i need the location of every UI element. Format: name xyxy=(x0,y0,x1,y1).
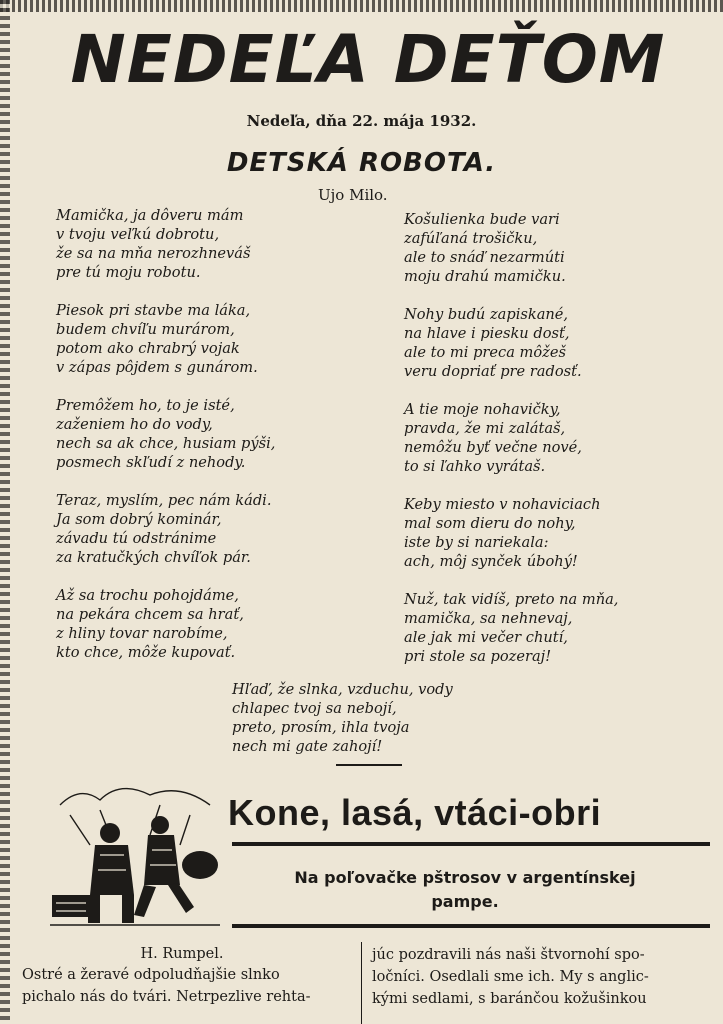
poem-line: pravda, že mi zalátaš, xyxy=(404,420,566,437)
decorative-top-border xyxy=(0,0,723,12)
poem-line: budem chvíľu murárom, xyxy=(56,321,235,338)
poem-line: ale jak mi večer chutí, xyxy=(404,629,568,646)
poem-stanza xyxy=(56,206,356,282)
date-line: Nedeľa, dňa 22. mája 1932. xyxy=(246,112,477,130)
poem-line: nech mi gate zahojí! xyxy=(232,738,383,755)
poem-line: ale to mi preca môžeš xyxy=(404,344,566,361)
poem-line: mal som dieru do nohy, xyxy=(404,515,576,532)
poem-line: Mamička, ja dôveru mám xyxy=(56,207,244,224)
poem-line: ach, môj synček úbohý! xyxy=(404,553,578,570)
poem-stanza xyxy=(404,400,704,476)
poem-final-stanza xyxy=(232,680,453,756)
poem-line: nemôžu byť večne nové, xyxy=(404,439,582,456)
poem-line: zaženiem ho do vody, xyxy=(56,416,213,433)
poem-line: závadu tú odstránime xyxy=(56,530,217,547)
poem-stanza xyxy=(56,396,356,472)
poem-stanza xyxy=(56,301,356,377)
poem-line: ale to snáď nezarmúti xyxy=(404,249,565,266)
poem-line: veru dopriať pre radosť. xyxy=(404,363,582,380)
article-left-column xyxy=(22,964,352,1008)
article-text-line: Ostré a žeravé odpoludňajšie slnko xyxy=(22,967,280,983)
poem-line: A tie moje nohavičky, xyxy=(404,401,561,418)
poem-line: kto chce, môže kupovať. xyxy=(56,644,236,661)
poem-line: Piesok pri stavbe ma láka, xyxy=(56,302,251,319)
article-right-column xyxy=(372,944,702,1010)
poem-line: v tvoju veľkú dobrotu, xyxy=(56,226,220,243)
poem-line: Premôžem ho, to je isté, xyxy=(56,397,235,414)
article-text-line: pichalo nás do tvári. Netrpezlive rehta- xyxy=(22,989,311,1005)
article-title: Kone, lasá, vtáci-obri xyxy=(228,792,602,833)
poem-line: posmech skľudí z nehody. xyxy=(56,454,246,471)
article-text-line: júc pozdravili nás naši štvornohí spo- xyxy=(372,947,645,963)
poem-line: mamička, sa nehnevaj, xyxy=(404,610,573,627)
poem-line: preto, prosím, ihla tvoja xyxy=(232,719,410,736)
poem-stanza xyxy=(56,491,356,567)
poem-line: moju drahú mamičku. xyxy=(404,268,566,285)
poem-line: Hľaď, že slnka, vzduchu, vody xyxy=(232,681,453,698)
article-text-line: kými sedlami, s baránčou kožušinkou xyxy=(372,991,647,1007)
poem-line: to si ľahko vyrátaš. xyxy=(404,458,546,475)
poem-author: Ujo Milo. xyxy=(318,186,388,204)
poem-line: Keby miesto v nohaviciach xyxy=(404,496,601,513)
poem-line: v zápas pôjdem s gunárom. xyxy=(56,359,258,376)
poem-line: pri stole sa pozeraj! xyxy=(404,648,552,665)
poem-line: zafúľaná trošičku, xyxy=(404,230,538,247)
article-subtitle xyxy=(240,866,690,914)
poem-end-rule xyxy=(336,764,402,766)
poem-line: pre tú moju robotu. xyxy=(56,264,201,281)
article-subtitle-line: Na poľovačke pštrosov v argentínskej xyxy=(294,868,636,887)
poem-stanza xyxy=(404,210,704,286)
poem-line: na pekára chcem sa hrať, xyxy=(56,606,244,623)
poem-stanza xyxy=(404,495,704,571)
article-text-line: ločníci. Osedlali sme ich. My s anglic- xyxy=(372,969,649,985)
poem-line: chlapec tvoj sa nebojí, xyxy=(232,700,397,717)
subtitle-rule xyxy=(232,924,710,928)
poem-stanza xyxy=(56,586,356,662)
article-author: H. Rumpel. xyxy=(140,946,224,962)
poem-line: Nohy budú zapiskané, xyxy=(404,306,569,323)
poem-line: potom ako chrabrý vojak xyxy=(56,340,240,357)
column-divider xyxy=(361,942,362,1024)
poem-line: Až sa trochu pohojdáme, xyxy=(56,587,239,604)
poem-title: DETSKÁ ROBOTA. xyxy=(226,148,497,178)
title-rule xyxy=(232,842,710,846)
poem-line: za kratučkých chvíľok pár. xyxy=(56,549,251,566)
poem-line: nech sa ak chce, husiam pýši, xyxy=(56,435,276,452)
poem-line: z hliny tovar narobíme, xyxy=(56,625,228,642)
article-subtitle-line: pampe. xyxy=(431,892,499,911)
poem-line: Košulienka bude vari xyxy=(404,211,560,228)
poem-line: Ja som dobrý kominár, xyxy=(56,511,222,528)
poem-stanza xyxy=(404,590,704,666)
poem-line: že sa na mňa nerozhneváš xyxy=(56,245,251,262)
poem-stanza xyxy=(404,305,704,381)
hunters-illustration xyxy=(40,775,230,935)
poem-line: Teraz, myslím, pec nám kádi. xyxy=(56,492,272,509)
poem-line: iste by si nariekala: xyxy=(404,534,549,551)
poem-left-column xyxy=(56,206,356,681)
poem-right-column xyxy=(404,210,704,685)
poem-line: na hlave i piesku dosť, xyxy=(404,325,570,342)
poem-line: Nuž, tak vidíš, preto na mňa, xyxy=(404,591,619,608)
masthead-title: NEDEĽA DEŤOM xyxy=(70,21,666,98)
